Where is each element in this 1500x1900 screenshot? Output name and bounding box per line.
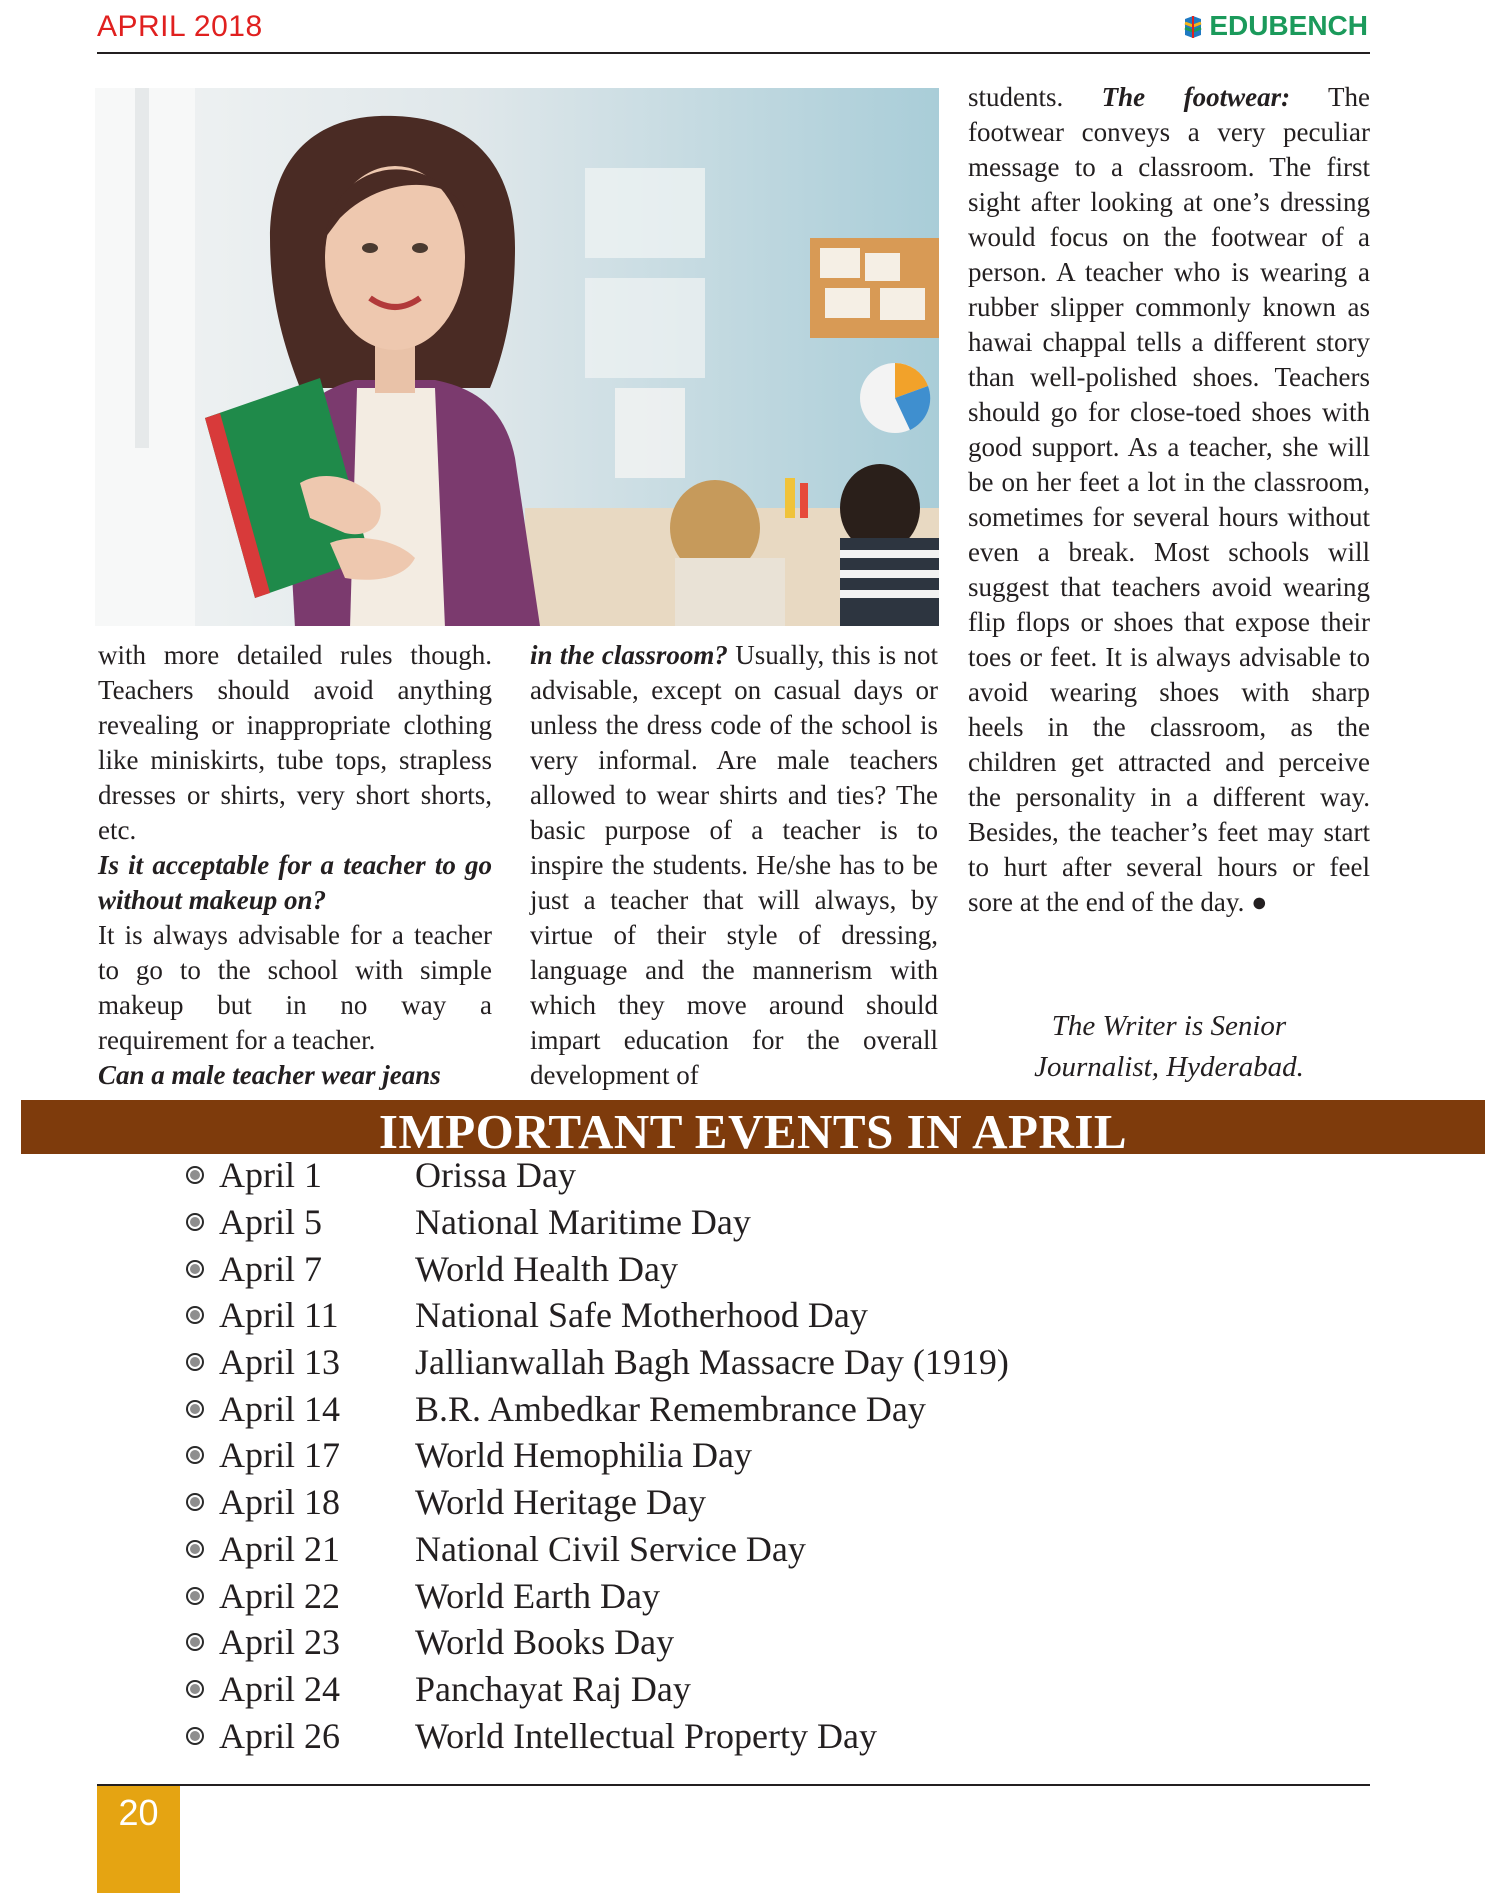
event-item bbox=[180, 1199, 1080, 1246]
article-column-2 bbox=[530, 638, 938, 1093]
event-name: Jallianwallah Bagh Massacre Day (1919) bbox=[415, 1342, 1009, 1383]
subheading-question: Can a male teacher wear jeans bbox=[98, 1060, 441, 1090]
events-list bbox=[180, 1152, 1080, 1759]
book-logo-icon bbox=[1183, 13, 1203, 39]
footer-rule bbox=[97, 1784, 1370, 1786]
subheading-question: Is it acceptable for a teacher to go without makeup on? bbox=[98, 850, 492, 915]
event-item bbox=[180, 1245, 1080, 1292]
bullet-icon bbox=[188, 1682, 202, 1696]
bullet-icon bbox=[188, 1262, 202, 1276]
teacher-photo bbox=[95, 88, 939, 626]
event-name: Panchayat Raj Day bbox=[415, 1668, 691, 1709]
event-name: World Earth Day bbox=[415, 1575, 661, 1616]
bullet-icon bbox=[188, 1402, 202, 1416]
bullet-icon bbox=[188, 1635, 202, 1649]
event-date: April 22 bbox=[219, 1575, 340, 1616]
paragraph: with more detailed rules though. Teachers should avoid anything revealing or inappropriate clothing like miniskirts, tube tops, strapless dresses or shirts, very short shorts, etc. bbox=[98, 640, 492, 845]
event-item bbox=[180, 1666, 1080, 1713]
bullet-icon bbox=[188, 1168, 202, 1182]
paragraph-lead: students. bbox=[968, 82, 1102, 112]
event-date: April 11 bbox=[219, 1295, 339, 1336]
events-banner bbox=[21, 1100, 1485, 1159]
bullet-icon bbox=[188, 1542, 202, 1556]
paragraph: Usually, this is not advisable, except on casual days or unless the dress code of the school is very informal. Are male teachers allowed to wear shirts and ties? The basic purpose of a teacher is to inspire the students. He/she has to be just a teacher that will always, by virtue of their style of dressing, language and the mannerism with which they move around should impart education for the overall development of bbox=[530, 640, 939, 1090]
bullet-icon bbox=[188, 1589, 202, 1603]
event-name: National Maritime Day bbox=[415, 1202, 751, 1243]
event-name: World Intellectual Property Day bbox=[415, 1715, 877, 1756]
bullet-icon bbox=[188, 1448, 202, 1462]
issue-date: APRIL 2018 bbox=[97, 10, 263, 43]
bullet-icon bbox=[188, 1495, 202, 1509]
bullet-icon bbox=[188, 1355, 202, 1369]
event-date: April 23 bbox=[219, 1622, 340, 1663]
event-item bbox=[180, 1152, 1080, 1199]
event-date: April 14 bbox=[219, 1388, 340, 1429]
paragraph: The footwear conveys a very peculiar message to a classroom. The first sight after looking at one’s dressing would focus on the footwear of a person. A teacher who is wearing a rubber slipper commonly known as hawai chappal tells a different story than well-polished shoes. Teachers should go for close-toed shoes with good support. As a teacher, she will be on her feet a lot in the classroom, sometimes for several hours without even a break. Most schools will suggest that teachers avoid wearing flip flops or shoes that expose their toes or feet. It is always advisable to avoid wearing shoes with sharp heels in the classroom, as the children get attracted and perceive the personality in a different way. Besides, the teacher’s feet may start to hurt after several hours or feel sore at the end of the day. ● bbox=[968, 82, 1370, 917]
event-item bbox=[180, 1292, 1080, 1339]
event-item bbox=[180, 1385, 1080, 1432]
event-date: April 18 bbox=[219, 1482, 340, 1523]
brand-name: EDUBENCH bbox=[1209, 10, 1368, 41]
events-title: IMPORTANT EVENTS IN APRIL bbox=[378, 1104, 1128, 1159]
article-column-1 bbox=[98, 638, 492, 1093]
event-item bbox=[180, 1432, 1080, 1479]
event-name: World Health Day bbox=[415, 1248, 679, 1289]
event-item bbox=[180, 1479, 1080, 1526]
paragraph: It is always advisable for a teacher to go to the school with simple makeup but in no way a requirement for a teacher. bbox=[98, 920, 492, 1055]
event-item bbox=[180, 1619, 1080, 1666]
event-date: April 13 bbox=[219, 1342, 340, 1383]
event-name: Orissa Day bbox=[415, 1155, 576, 1196]
writer-line: Journalist, Hyderabad. bbox=[1034, 1051, 1304, 1083]
event-name: National Civil Service Day bbox=[415, 1528, 806, 1569]
event-date: April 1 bbox=[219, 1155, 322, 1196]
event-date: April 21 bbox=[219, 1528, 340, 1569]
event-item bbox=[180, 1572, 1080, 1619]
subheading-question-continued: in the classroom? bbox=[530, 640, 728, 670]
subheading-footwear: The footwear: bbox=[1101, 82, 1291, 112]
article-column-3 bbox=[968, 80, 1370, 920]
brand-logo bbox=[1183, 10, 1368, 42]
event-date: April 17 bbox=[219, 1435, 340, 1476]
writer-credit bbox=[968, 1006, 1370, 1088]
event-item bbox=[180, 1526, 1080, 1573]
writer-line: The Writer is Senior bbox=[1051, 1010, 1287, 1042]
event-name: B.R. Ambedkar Remembrance Day bbox=[415, 1388, 926, 1429]
event-name: National Safe Motherhood Day bbox=[415, 1295, 868, 1336]
bullet-icon bbox=[188, 1308, 202, 1322]
event-date: April 24 bbox=[219, 1668, 340, 1709]
event-date: April 7 bbox=[219, 1248, 322, 1289]
event-name: World Books Day bbox=[415, 1622, 675, 1663]
event-date: April 26 bbox=[219, 1715, 340, 1756]
event-name: World Heritage Day bbox=[415, 1482, 706, 1523]
classroom-illustration bbox=[95, 88, 939, 626]
event-item bbox=[180, 1339, 1080, 1386]
event-name: World Hemophilia Day bbox=[415, 1435, 753, 1476]
page-number: 20 bbox=[97, 1786, 180, 1893]
event-item bbox=[180, 1712, 1080, 1759]
bullet-icon bbox=[188, 1729, 202, 1743]
event-date: April 5 bbox=[219, 1202, 322, 1243]
bullet-icon bbox=[188, 1215, 202, 1229]
header-rule bbox=[97, 52, 1370, 54]
